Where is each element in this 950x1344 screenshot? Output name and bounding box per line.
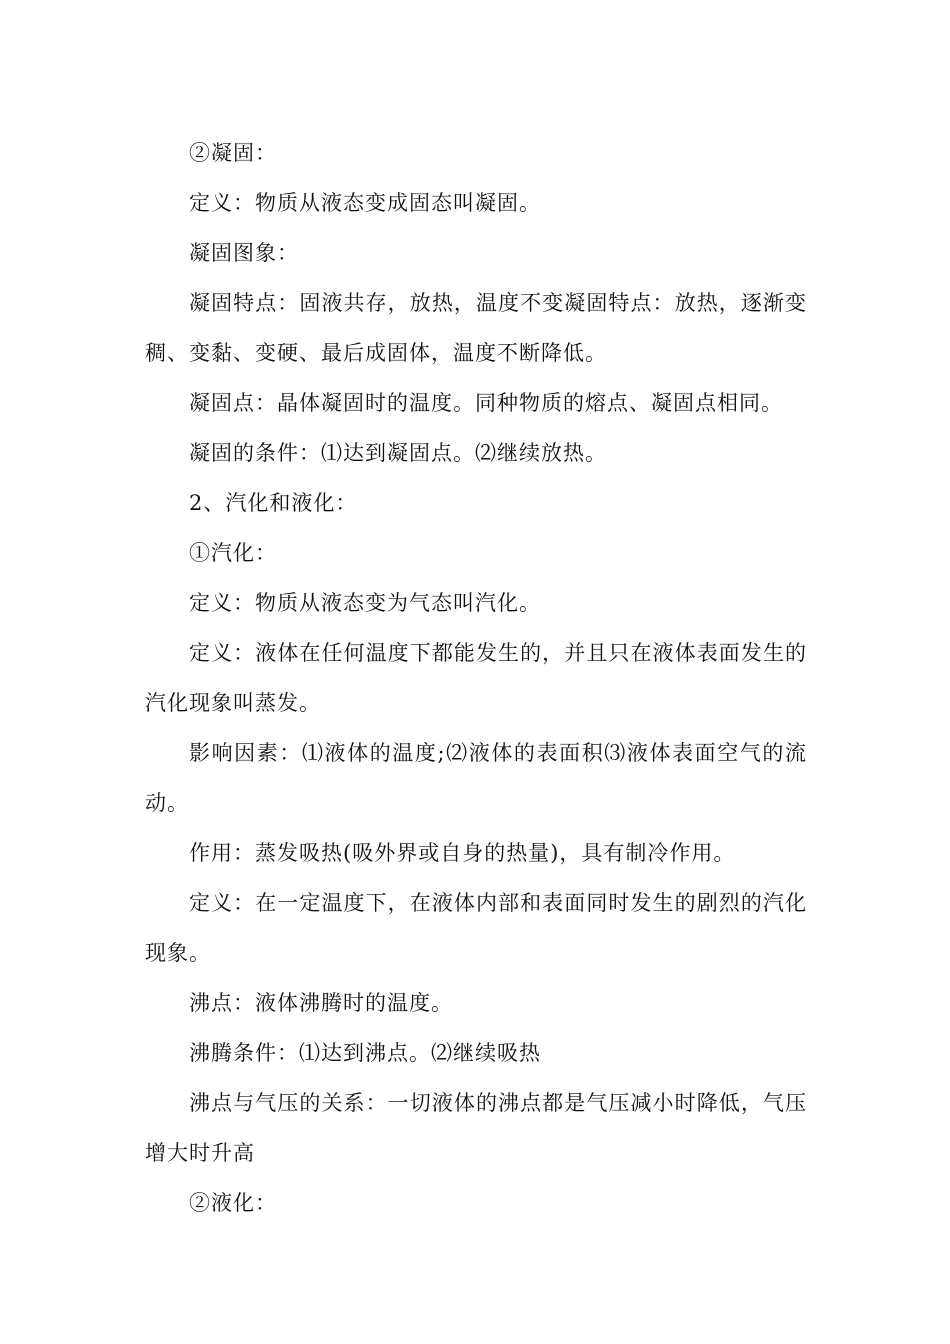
paragraph-solidification-features: 凝固特点：固液共存，放热，温度不变凝固特点：放热，逐渐变稠、变黏、变硬、最后成固体，温度不断降低。	[145, 291, 807, 365]
paragraph-boiling-pressure-relation: 沸点与气压的关系：一切液体的沸点都是气压减小时降低，气压增大时升高	[145, 1091, 807, 1165]
paragraph-boiling-conditions: 沸腾条件：⑴达到沸点。⑵继续吸热	[189, 1041, 541, 1065]
paragraph-vaporization-heading: ①汽化：	[189, 541, 277, 565]
paragraph-evaporation-definition: 定义：液体在任何温度下都能发生的，并且只在液体表面发生的汽化现象叫蒸发。	[145, 641, 807, 715]
document-body	[145, 128, 807, 1228]
paragraph-evaporation-factors: 影响因素：⑴液体的温度;⑵液体的表面积⑶液体表面空气的流动。	[145, 741, 807, 815]
paragraph-solidification-definition: 定义：物质从液态变成固态叫凝固。	[189, 191, 541, 215]
paragraph-section-vaporization-liquefaction: 2、汽化和液化：	[189, 491, 358, 515]
paragraph-liquefaction-heading: ②液化：	[189, 1191, 277, 1215]
paragraph-freezing-point: 凝固点：晶体凝固时的温度。同种物质的熔点、凝固点相同。	[189, 391, 783, 415]
paragraph-vaporization-definition: 定义：物质从液态变为气态叫汽化。	[189, 591, 541, 615]
paragraph-evaporation-effect: 作用：蒸发吸热(吸外界或自身的热量)，具有制冷作用。	[189, 841, 736, 865]
paragraph-solidification-conditions: 凝固的条件：⑴达到凝固点。⑵继续放热。	[189, 441, 607, 465]
paragraph-solidification-heading: ②凝固：	[189, 141, 277, 165]
paragraph-boiling-definition: 定义：在一定温度下，在液体内部和表面同时发生的剧烈的汽化现象。	[145, 891, 807, 965]
paragraph-solidification-graph: 凝固图象：	[189, 241, 299, 265]
paragraph-boiling-point: 沸点：液体沸腾时的温度。	[189, 991, 453, 1015]
